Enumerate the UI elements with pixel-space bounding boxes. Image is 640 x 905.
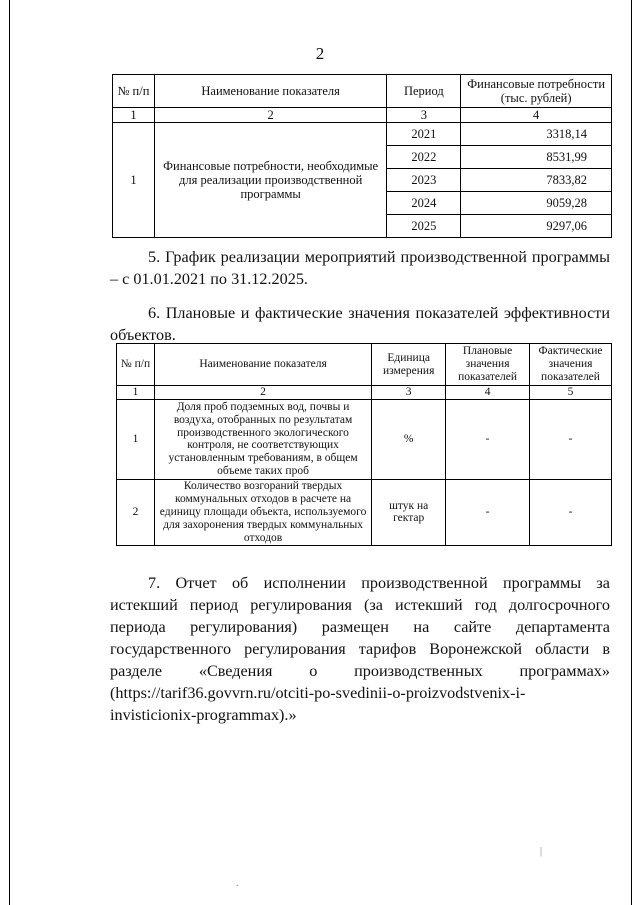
row-number-cell: 1 (113, 123, 155, 238)
value-cell: 7833,82 (461, 169, 612, 192)
period-cell: 2024 (387, 192, 461, 215)
row-number-cell: 1 (117, 399, 155, 479)
paragraph-7: 7. Отчет об исполнении производственной программы за истекший период регулирования (за истекший год долгосрочного периода регулирования) размещен на сайте департамента государственного регулирования тарифов Воронежской области в разделе «Сведения о производственных программах» (https://tarif36.govvrn.ru/otciti-po-svedinii-o-proizvodstvenix-i-invisticionix-programmax).» (110, 574, 610, 724)
column-number-cell: 4 (446, 386, 530, 400)
header-cell: № п/п (117, 344, 155, 386)
column-number-cell: 3 (387, 108, 461, 123)
scan-mark: . (236, 878, 239, 889)
column-number-cell: 2 (154, 108, 386, 123)
header-cell: Плановые значения показателей (446, 344, 530, 386)
planned-value-cell: - (446, 479, 530, 545)
actual-value-cell: - (530, 479, 612, 545)
header-cell: Финансовые потребности (тыс. рублей) (461, 75, 612, 108)
row-number-cell: 2 (117, 479, 155, 545)
column-number-cell: 2 (154, 386, 371, 400)
planned-value-cell: - (446, 399, 530, 479)
header-cell: Наименование показателя (154, 75, 386, 108)
financial-needs-table (112, 74, 612, 238)
paragraph-6: 6. Плановые и фактические значения показателей эффективности объектов. (110, 304, 610, 344)
column-number-row (113, 108, 612, 123)
page-frame-right (631, 0, 632, 905)
header-cell: № п/п (113, 75, 155, 108)
table-row (113, 123, 612, 146)
indicator-name-cell: Количество возгораний твердых коммунальных отходов в расчете на единицу площади объекта, используемого для захоронения твердых коммунальных отходов (154, 479, 371, 545)
header-cell: Фактические значения показателей (530, 344, 612, 386)
period-cell: 2023 (387, 169, 461, 192)
value-cell: 9297,06 (461, 215, 612, 238)
paragraph-5: 5. График реализации мероприятий производственной программы – с 01.01.2021 по 31.12.2025. (110, 248, 610, 288)
table-row (117, 399, 612, 479)
value-cell: 3318,14 (461, 123, 612, 146)
table-header-row (113, 75, 612, 108)
column-number-row (117, 386, 612, 400)
period-cell: 2021 (387, 123, 461, 146)
unit-cell: штук на гектар (372, 479, 446, 545)
table-header-row (117, 344, 612, 386)
column-number-cell: 4 (461, 108, 612, 123)
actual-value-cell: - (530, 399, 612, 479)
indicator-cell: Финансовые потребности, необходимые для реализации производственной программы (154, 123, 386, 238)
efficiency-indicators-table (116, 343, 612, 546)
column-number-cell: 5 (530, 386, 612, 400)
page-frame-left (9, 0, 10, 905)
header-cell: Наименование показателя (154, 344, 371, 386)
table-row (117, 479, 612, 545)
header-cell: Период (387, 75, 461, 108)
unit-cell: % (372, 399, 446, 479)
column-number-cell: 1 (117, 386, 155, 400)
value-cell: 9059,28 (461, 192, 612, 215)
period-cell: 2025 (387, 215, 461, 238)
column-number-cell: 1 (113, 108, 155, 123)
page-number: 2 (315, 44, 325, 63)
scan-mark: | (540, 846, 543, 857)
period-cell: 2022 (387, 146, 461, 169)
value-cell: 8531,99 (461, 146, 612, 169)
column-number-cell: 3 (372, 386, 446, 400)
indicator-name-cell: Доля проб подземных вод, почвы и воздуха, отобранных по результатам производственного экологического контроля, не соответствующих установленным требованиям, в общем объеме таких проб (154, 399, 371, 479)
header-cell: Единица измерения (372, 344, 446, 386)
